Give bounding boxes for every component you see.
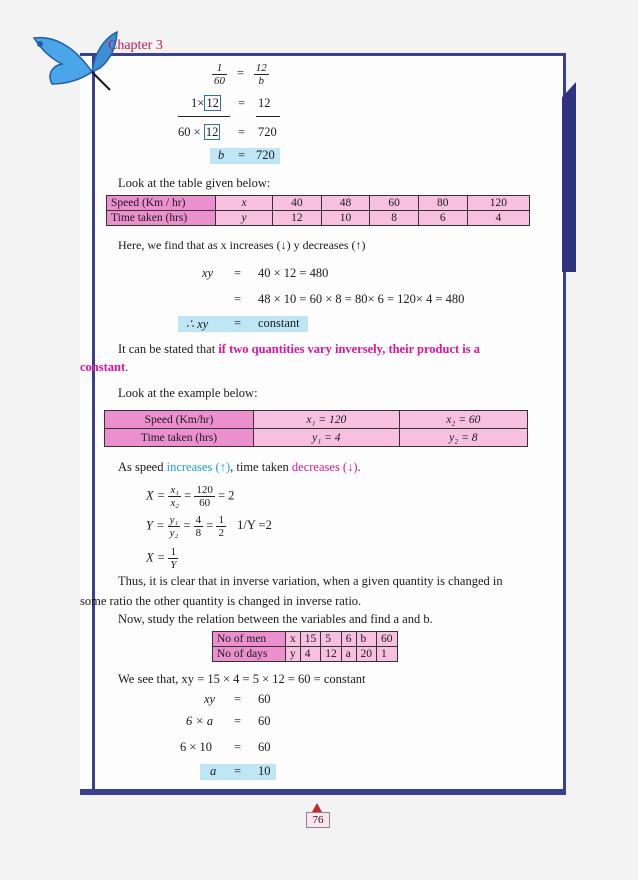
equation-3-right: 720 xyxy=(258,125,277,139)
speed-time-table xyxy=(106,195,530,226)
table-row: Speed (Km/hr) x₁ = 120 x₂ = 60 xyxy=(105,411,528,429)
ratio-x-inverse: X = $\frac{1}{Y}$ xyxy=(146,546,177,571)
result-highlight: b = 720 xyxy=(210,148,280,164)
page-frame-bottom xyxy=(80,789,566,792)
equation-2: 1× 12 xyxy=(191,96,219,110)
page-frame-left xyxy=(92,55,95,789)
table-row: No of men x 15 5 6 b 60 xyxy=(213,632,398,647)
equation-1: $\frac{1}{60}$ = $\frac{12}{b}$ xyxy=(214,62,267,87)
para-line-2: some ratio the other quantity is changed in inverse ratio. xyxy=(80,594,362,608)
men-days-table xyxy=(212,631,398,662)
calc2-eq-2: = xyxy=(234,714,242,728)
ratio-y: Y = $\frac{\text{y₁}}{\text{y₂}}$ = $\frac{4}{8}$ = $\frac{1}{2}$ 1/Y =2 xyxy=(146,514,272,539)
equation-2-eq: = xyxy=(238,96,246,110)
here-text: Here, we find that as x increases (↓) y decreases (↑) xyxy=(118,238,366,252)
para-line-3: Now, study the relation between the variables and find a and b. xyxy=(118,612,433,626)
underline xyxy=(256,116,280,117)
calc2-left-2: 6 × a xyxy=(186,714,214,728)
statement-line-2: constant. xyxy=(80,360,129,374)
statement-line-1: It can be stated that if two quantities vary inversely, their product is a xyxy=(118,342,481,356)
xy-eq-2: = xyxy=(234,292,242,306)
table-row: Time taken (hrs) y₁ = 4 y₂ = 8 xyxy=(105,429,528,447)
calc2-left-1: xy xyxy=(204,692,216,706)
calc2-right-1: 60 xyxy=(258,692,271,706)
table-row: No of days y 4 12 a 20 1 xyxy=(213,647,398,662)
intro-text-1: Look at the table given below: xyxy=(118,176,271,190)
calc2-right-3: 60 xyxy=(258,740,271,754)
see-line: We see that, xy = 15 × 4 = 5 × 12 = 60 = constant xyxy=(118,672,366,686)
page-number: 76 xyxy=(306,812,330,828)
equation-2-right: 12 xyxy=(258,96,271,110)
xy-value: 40 × 12 = 480 xyxy=(258,266,329,280)
equation-3: 60 × 12 xyxy=(178,125,219,139)
chapter-title: Chapter 3 xyxy=(108,38,163,53)
ratio-x: X = $\frac{\text{x₁}}{\text{x₂}}$ = $\frac{120}{60}$ = 2 xyxy=(146,484,235,509)
equation-3-eq: = xyxy=(238,125,246,139)
calc2-eq-3: = xyxy=(234,740,242,754)
calc2-left-3: 6 × 10 xyxy=(180,740,213,754)
page-marker-icon xyxy=(312,803,322,812)
side-tab xyxy=(562,82,576,272)
butterfly-icon xyxy=(22,10,122,100)
xy-label: xy xyxy=(202,266,214,280)
calc2-right-2: 60 xyxy=(258,714,271,728)
underline xyxy=(178,116,230,117)
example-table xyxy=(104,410,528,447)
constant-highlight: ∴ xy = constant xyxy=(178,316,308,332)
speed-line: As speed increases (↑), time taken decreases (↓). xyxy=(118,460,361,474)
calc2-eq-1: = xyxy=(234,692,242,706)
table-row: Speed (Km / hr) x 40 48 60 80 120 xyxy=(107,196,530,211)
intro-text-2: Look at the example below: xyxy=(118,386,258,400)
xy-value-2: 48 × 10 = 60 × 8 = 80× 6 = 120× 4 = 480 xyxy=(258,292,465,306)
table-row: Time taken (hrs) y 12 10 8 6 4 xyxy=(107,211,530,226)
answer-highlight: a = 10 xyxy=(200,764,276,780)
xy-eq: = xyxy=(234,266,242,280)
para-line-1: Thus, it is clear that in inverse variation, when a given quantity is changed in xyxy=(118,574,503,588)
